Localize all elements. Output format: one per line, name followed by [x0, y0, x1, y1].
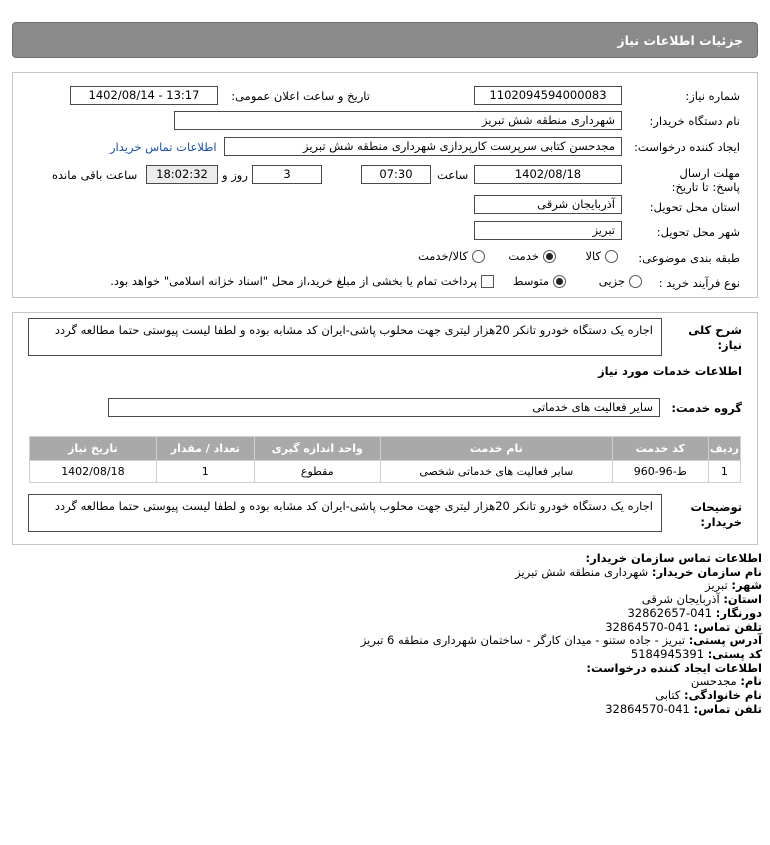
creator-family: کتابی: [655, 688, 681, 703]
process-minor-radio[interactable]: [629, 275, 642, 288]
summary-label: شرح کلی نیاز:: [688, 323, 742, 352]
process-medium-label: متوسط: [512, 274, 549, 288]
days-label: روز و: [222, 168, 248, 182]
deadline-time-field: 07:30: [361, 165, 431, 184]
category-goods-radio[interactable]: [605, 250, 618, 263]
cell-unit: مقطوع: [254, 461, 380, 483]
contact-city: تبریز: [705, 578, 728, 593]
contact-phone: 041-32864570: [605, 619, 690, 634]
contact-address: تبریز - جاده ستنو - میدان کارگر - ساختمان شهرداری منطقه 6 تبریز: [360, 633, 686, 648]
cell-date: 1402/08/18: [30, 461, 157, 483]
city-label: شهر محل تحویل:: [656, 225, 740, 239]
creator-info-title: اطلاعات ایجاد کننده درخواست:: [586, 660, 762, 675]
cell-row: 1: [708, 461, 740, 483]
contact-title: اطلاعات تماس سازمان خریدار:: [585, 551, 762, 565]
deadline-label: مهلت ارسال پاسخ: تا تاریخ:: [671, 166, 740, 194]
category-option-both[interactable]: [418, 249, 485, 263]
category-goods-label: کالا: [585, 249, 601, 263]
contact-province: آذربایجان شرقی: [641, 592, 720, 607]
process-label: نوع فرآیند خرید :: [658, 276, 740, 290]
col-row: ردیف: [708, 437, 740, 461]
process-medium-radio[interactable]: [553, 275, 566, 288]
creator-phone: 041-32864570: [605, 701, 690, 716]
announce-label: تاریخ و ساعت اعلان عمومی:: [231, 89, 370, 103]
contact-city-label: شهر:: [731, 578, 762, 593]
contact-postal: 5184945391: [630, 646, 705, 661]
cell-qty: 1: [156, 461, 254, 483]
creator-name-label: نام:: [740, 674, 762, 689]
creator-label: ایجاد کننده درخواست:: [634, 140, 740, 154]
col-code: کد خدمت: [612, 437, 708, 461]
buyer-org-label: نام دستگاه خریدار:: [649, 114, 740, 128]
contact-org-label: نام سازمان خریدار:: [651, 564, 762, 579]
contact-phone-label: تلفن تماس:: [693, 619, 762, 634]
page-title: جزئیات اطلاعات نیاز: [617, 32, 743, 48]
summary-text: اجاره یک دستگاه خودرو تانکر 20هزار لیتری جهت محلوب پاشی-ایران کد مشابه بوده و لطفا لیست پیوستی حتما مطالعه گردد: [28, 318, 662, 356]
creator-family-label: نام خانوادگی:: [684, 688, 762, 703]
remaining-label: ساعت باقی مانده: [52, 168, 138, 182]
province-label: استان محل تحویل:: [649, 200, 740, 214]
contact-postal-label: کد پستی:: [707, 646, 762, 661]
buyer-org-field: شهرداری منطقه شش تبریز: [174, 111, 622, 130]
buyer-notes-text: اجاره یک دستگاه خودرو تانکر 20هزار لیتری جهت محلوب پاشی-ایران کد مشابه بوده و لطفا لیست پیوستی حتما مطالعه گردد: [28, 494, 662, 532]
contact-fax-label: دورنگار:: [715, 605, 762, 620]
contact-section: [22, 552, 762, 716]
contact-org: شهرداری منطقه شش تبریز: [515, 564, 649, 579]
process-option-medium[interactable]: [513, 274, 566, 288]
buyer-notes-label: توضیحات خریدار:: [690, 500, 742, 529]
need-number-field: 1102094594000083: [474, 86, 622, 105]
col-date: تاریخ نیاز: [30, 437, 157, 461]
category-both-radio[interactable]: [472, 250, 485, 263]
services-title: اطلاعات خدمات مورد نیاز: [598, 364, 742, 378]
days-field: 3: [252, 165, 322, 184]
col-name: نام خدمت: [380, 437, 612, 461]
service-group-field: سایر فعالیت های خدماتی: [108, 398, 660, 417]
page-header: [12, 22, 758, 58]
contact-address-label: آدرس پستی:: [688, 633, 762, 648]
contact-province-label: استان:: [723, 592, 762, 607]
treasury-note: پرداخت تمام یا بخشی از مبلغ خرید،از محل "اسناد خزانه اسلامی" خواهد بود.: [110, 274, 477, 288]
service-group-label: گروه خدمت:: [671, 401, 742, 415]
creator-name: مجدحسن: [690, 674, 737, 689]
cell-code: ط-96-960: [612, 461, 708, 483]
contact-fax: 041-32862657: [627, 605, 713, 620]
creator-field: مجدحسن کتابی سرپرست کارپردازی شهرداری منطقه شش تبریز: [224, 137, 622, 156]
treasury-option[interactable]: [110, 274, 494, 288]
col-unit: واحد اندازه گیری: [254, 437, 380, 461]
col-qty: تعداد / مقدار: [156, 437, 254, 461]
city-field: تبریز: [474, 221, 622, 240]
need-number-label: شماره نیاز:: [685, 89, 740, 103]
category-service-label: خدمت: [508, 249, 539, 263]
category-both-label: کالا/خدمت: [417, 249, 468, 263]
treasury-checkbox[interactable]: [481, 275, 494, 288]
buyer-contact-link[interactable]: اطلاعات تماس خریدار: [110, 140, 217, 154]
table-row: [30, 461, 741, 483]
services-table: [29, 436, 741, 483]
services-table-header: [30, 437, 741, 461]
process-minor-label: جزیی: [598, 274, 625, 288]
category-option-service[interactable]: [508, 249, 556, 263]
announce-field: 1402/08/14 - 13:17: [70, 86, 218, 105]
province-field: آذربایجان شرقی: [474, 195, 622, 214]
deadline-date-field: 1402/08/18: [474, 165, 622, 184]
deadline-time-label: ساعت: [437, 168, 469, 182]
remaining-time-field: 18:02:32: [146, 165, 218, 184]
category-label: طبقه بندی موضوعی:: [638, 251, 740, 265]
creator-phone-label: تلفن تماس:: [693, 701, 762, 716]
process-option-minor[interactable]: [599, 274, 642, 288]
category-option-goods[interactable]: [585, 249, 618, 263]
cell-name: سایر فعالیت های خدماتی شخصی: [380, 461, 612, 483]
category-service-radio[interactable]: [543, 250, 556, 263]
